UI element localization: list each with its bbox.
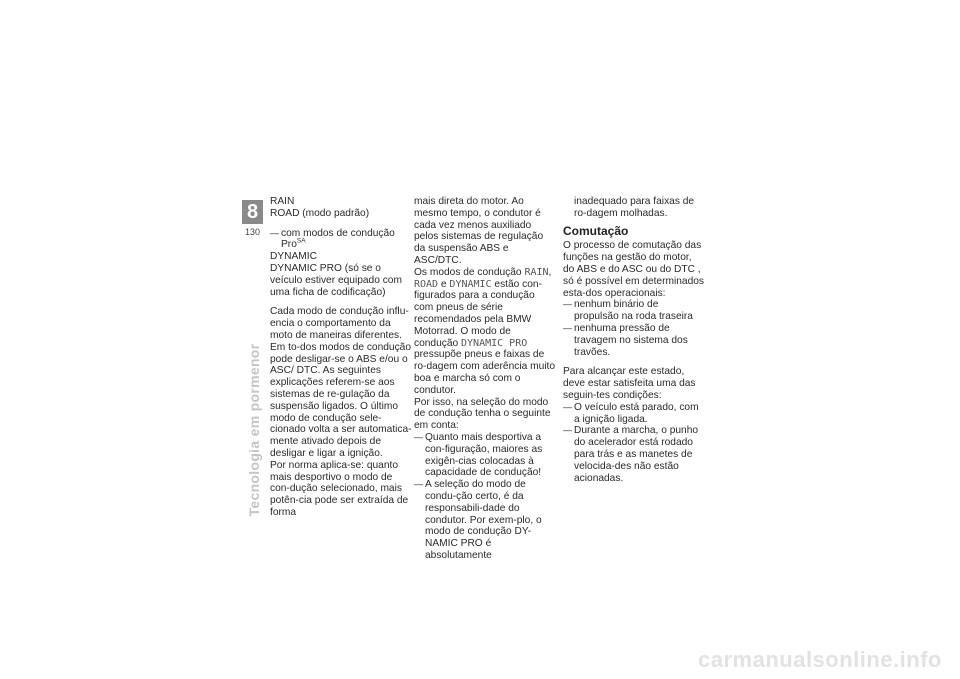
paragraph: Por norma aplica-se: quanto mais desportivo o modo de con-dução selecionado, mais potên-cia pode ser extraída de forma: [270, 459, 409, 518]
dash-item: — nenhum binário de propulsão na roda traseira: [563, 299, 705, 323]
text-span: estão con-figurados para a condução com pneus de série recomendados pela BMW Motorrad. O modo de condução: [414, 278, 542, 349]
dash-item-cont: inadequado para faixas de ro-dagem molhadas.: [574, 196, 695, 219]
mode-dynamic-pro-code: DYNAMIC PRO: [461, 337, 528, 349]
text-column-3: [563, 196, 705, 484]
text-column-2: [414, 196, 556, 562]
section-heading: Comutação: [563, 223, 629, 238]
dash-item: — Durante a marcha, o punho do acelerador está rodado para trás e as manetes de velocida-des não estão acionadas.: [563, 425, 705, 484]
mode-road-code: ROAD: [414, 278, 439, 290]
paragraph-modes: [414, 267, 556, 397]
dash-item-pro-cont: [270, 239, 412, 251]
chapter-side-title: Tecnologia em pormenor: [246, 343, 262, 517]
mode-dynamic-line: DYNAMIC: [270, 251, 317, 263]
mode-rain-code: RAIN: [524, 266, 549, 278]
text-span: Os modos de condução: [414, 266, 525, 278]
paragraph: Cada modo de condução influ-encia o comportamento da moto de maneiras diferentes. Em to-dos modos de condução pode desligar-se o ABS e/ou o ASC/ DTC. As seguintes explicações referem-se aos sistemas de re-gulação da suspensão ligados. O último modo de condução sele-cionado volta a ser automatica-mente ativado depois de desligar e ligar a ignição.: [270, 306, 412, 459]
text-span: ,: [548, 266, 552, 278]
mode-dynamic-code: DYNAMIC: [449, 278, 492, 290]
mode-rain-line: RAIN: [270, 196, 295, 207]
page-number: 130: [244, 227, 261, 237]
text-span: pressupõe pneus e faixas de ro-dagem com aderência muito boa e marcha só com o condutor.: [414, 349, 555, 396]
text-column-1: [270, 196, 412, 519]
dash-item: — nenhuma pressão de travagem no sistema dos travões.: [563, 323, 705, 358]
paragraph: Para alcançar este estado, deve estar satisfeita uma das seguin-tes condições:: [563, 366, 696, 401]
dash-item: — Quanto mais desportiva a con-figuração, maiores as exigên-cias colocadas à capacidade de condução!: [414, 432, 556, 479]
text-span: e: [438, 278, 450, 290]
dash-item-pro: — com modos de condução: [270, 228, 412, 240]
dash-item: — O veículo está parado, com a ignição ligada.: [563, 402, 705, 426]
watermark: carmanualsonline.info: [698, 647, 942, 672]
paragraph: O processo de comutação das funções na gestão do motor, do ABS e do ASC ou do DTC , só é possível em determinados esta-dos operacionais:: [563, 240, 704, 299]
paragraph: Por isso, na seleção do modo de condução tenha o seguinte em conta:: [414, 396, 551, 432]
dash-item: — A seleção do modo de condu-ção certo, é da responsabili-dade do condutor. Por exem-plo, o modo de condução DY-NAMIC PRO é absolutamente: [414, 479, 556, 562]
sa-superscript: SA: [296, 238, 306, 245]
pro-label: Pro: [281, 239, 297, 251]
paragraph: mais direta do motor. Ao mesmo tempo, o condutor é cada vez menos auxiliado pelos sistemas de regulação da suspensão ABS e ASC/DTC.: [414, 196, 544, 266]
chapter-number-badge: 8: [242, 200, 263, 224]
mode-dynamic-pro-line: DYNAMIC PRO (só se o veículo estiver equipado com uma ficha de codificação): [270, 262, 402, 298]
mode-road-line: ROAD (modo padrão): [270, 207, 370, 219]
